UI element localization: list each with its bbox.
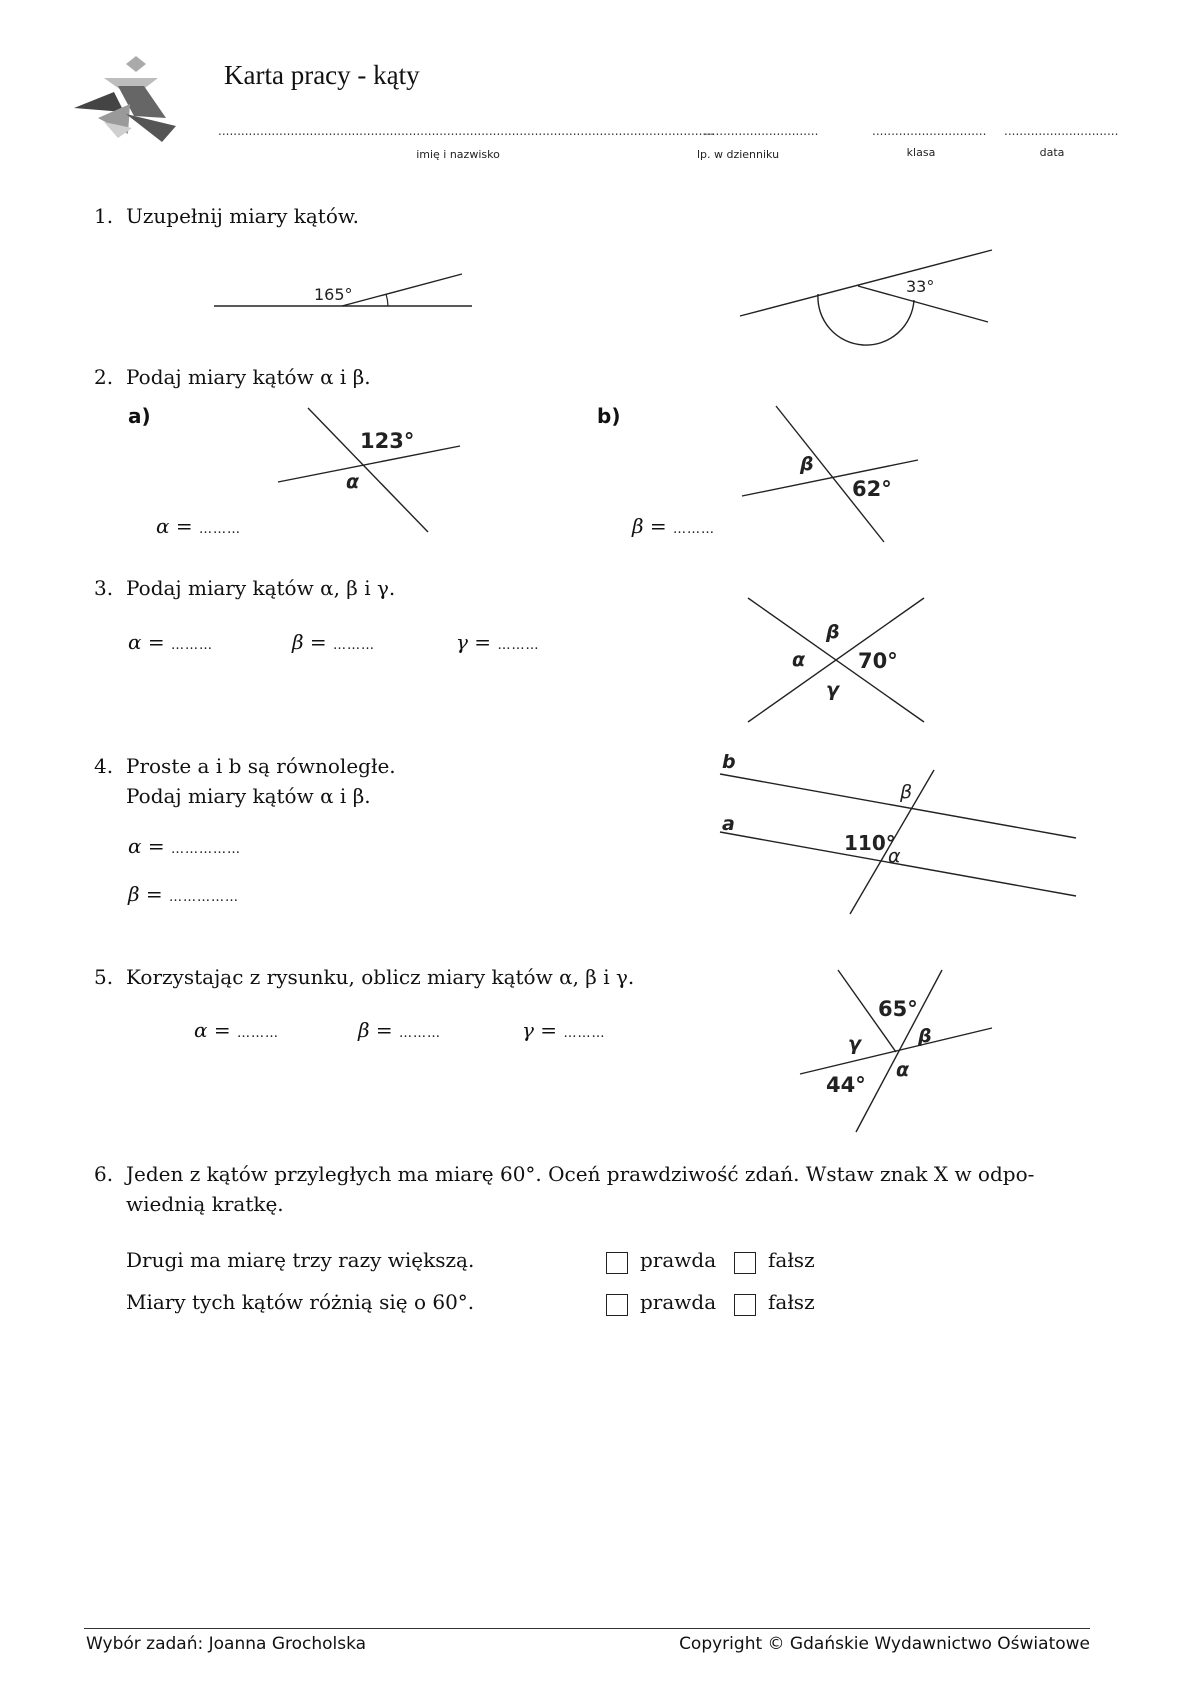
question-5-figure-gamma: γ <box>848 1033 861 1055</box>
question-1-figure-a <box>210 262 480 322</box>
question-2-figure-a <box>270 404 470 544</box>
statement-1-true-label: prawda <box>640 1248 717 1272</box>
question-5-figure-angle-bottom: 44° <box>826 1073 866 1097</box>
statement-2-false-checkbox[interactable] <box>734 1294 756 1316</box>
question-3-answer-gamma <box>456 630 539 654</box>
question-6-text-line2: wiednią kratkę. <box>126 1192 284 1216</box>
question-2-figure-a-alpha: α <box>346 471 360 493</box>
question-2-number: 2. <box>94 365 114 389</box>
question-5-figure-alpha: α <box>896 1059 910 1081</box>
publisher-logo <box>74 56 184 146</box>
footer-divider <box>84 1628 1090 1629</box>
question-5-answer-gamma-label: γ = <box>522 1018 558 1042</box>
footer-left-text: Wybór zadań: Joanna Grocholska <box>86 1634 367 1654</box>
question-3-number: 3. <box>94 576 114 600</box>
statement-1-text: Drugi ma miarę trzy razy większą. <box>126 1248 475 1272</box>
statement-2-true-checkbox[interactable] <box>606 1294 628 1316</box>
question-6-number: 6. <box>94 1162 114 1186</box>
question-2-answer-b <box>632 514 715 538</box>
question-5-figure-beta: β <box>918 1025 932 1047</box>
question-4-figure-line-b: b <box>722 751 736 773</box>
question-3-answer-beta-label: β = <box>292 630 327 654</box>
question-4-answer-alpha-label: α = <box>128 834 165 858</box>
question-4-figure-beta: β <box>900 781 913 803</box>
question-4-answer-beta-label: β = <box>128 882 163 906</box>
question-3-figure <box>740 594 930 726</box>
question-2-figure-b-angle: 62° <box>852 477 892 501</box>
name-field-line: .................................................................................................................................. <box>218 124 714 138</box>
question-1-number: 1. <box>94 204 114 228</box>
question-3-answer-gamma-blank[interactable]: ……… <box>497 638 540 653</box>
question-4-text-line2: Podaj miary kątów α i β. <box>126 784 371 808</box>
question-5-answer-beta <box>358 1018 441 1042</box>
question-3-figure-gamma: γ <box>826 679 839 701</box>
question-2-answer-b-blank[interactable]: ……… <box>673 522 716 537</box>
class-number-field-line: .............................. <box>704 124 819 138</box>
question-4-answer-alpha-blank[interactable]: …………… <box>170 842 241 857</box>
question-3-figure-angle: 70° <box>858 649 898 673</box>
class-field-caption: klasa <box>906 146 936 159</box>
class-field-line: .............................. <box>872 124 987 138</box>
question-4-text-line1: Proste a i b są równoległe. <box>126 754 396 778</box>
question-5-answer-alpha <box>194 1018 279 1042</box>
question-3-text: Podaj miary kątów α, β i γ. <box>126 576 396 600</box>
question-5-answer-beta-blank[interactable]: ……… <box>399 1026 442 1041</box>
question-3-answer-gamma-label: γ = <box>456 630 492 654</box>
question-1-figure-b-label: 33° <box>906 277 935 296</box>
question-2-part-b-label: b) <box>597 404 621 428</box>
question-4-answer-alpha <box>128 834 241 858</box>
statement-2-false-label: fałsz <box>768 1290 815 1314</box>
question-2-answer-b-label: β = <box>632 514 667 538</box>
question-2-figure-a-angle: 123° <box>360 429 415 453</box>
question-5-text: Korzystając z rysunku, oblicz miary kątów α, β i γ. <box>126 965 635 989</box>
question-4-figure-line-a: a <box>722 813 735 835</box>
question-3-answer-alpha-label: α = <box>128 630 165 654</box>
question-2-figure-b-beta: β <box>800 453 814 475</box>
question-5-answer-alpha-label: α = <box>194 1018 231 1042</box>
question-5-answer-alpha-blank[interactable]: ……… <box>236 1026 279 1041</box>
question-2-text: Podaj miary kątów α i β. <box>126 365 371 389</box>
question-3-answer-beta <box>292 630 375 654</box>
page-title: Karta pracy - kąty <box>224 60 420 90</box>
question-1-text: Uzupełnij miary kątów. <box>126 204 359 228</box>
question-2-part-a-label: a) <box>128 404 151 428</box>
statement-2-text: Miary tych kątów różnią się o 60°. <box>126 1290 475 1314</box>
question-4-figure-alpha: α <box>888 845 901 867</box>
question-2-answer-a <box>156 514 241 538</box>
question-3-answer-alpha <box>128 630 213 654</box>
question-4-answer-beta <box>128 882 239 906</box>
date-field-caption: data <box>1039 146 1065 159</box>
name-field-caption: imię i nazwisko <box>416 148 500 161</box>
question-5-answer-gamma <box>522 1018 605 1042</box>
question-3-answer-beta-blank[interactable]: ……… <box>333 638 376 653</box>
question-5-number: 5. <box>94 965 114 989</box>
question-6-text-line1: Jeden z kątów przyległych ma miarę 60°. Oceń prawdziwość zdań. Wstaw znak X w odpo- <box>126 1162 1035 1186</box>
footer-right-text: Copyright © Gdańskie Wydawnictwo Oświatowe <box>679 1634 1090 1654</box>
question-4-figure <box>716 750 1086 920</box>
question-1-figure-a-label: 165° <box>314 285 353 304</box>
statement-2-true-label: prawda <box>640 1290 717 1314</box>
question-4-answer-beta-blank[interactable]: …………… <box>169 890 240 905</box>
question-2-answer-a-blank[interactable]: ……… <box>198 522 241 537</box>
question-5-figure-angle-top: 65° <box>878 997 918 1021</box>
question-5-answer-beta-label: β = <box>358 1018 393 1042</box>
question-5-figure <box>796 966 996 1136</box>
date-field-line: .............................. <box>1004 124 1119 138</box>
statement-1-true-checkbox[interactable] <box>606 1252 628 1274</box>
statement-1-false-checkbox[interactable] <box>734 1252 756 1274</box>
question-1-figure-b <box>738 244 998 344</box>
question-2-answer-a-label: α = <box>156 514 193 538</box>
question-4-figure-angle: 110° <box>844 831 896 855</box>
class-number-field-caption: lp. w dzienniku <box>696 148 780 161</box>
question-3-figure-alpha: α <box>792 649 806 671</box>
question-5-answer-gamma-blank[interactable]: ……… <box>563 1026 606 1041</box>
question-4-number: 4. <box>94 754 114 778</box>
question-2-figure-b <box>738 404 928 544</box>
question-3-figure-beta: β <box>826 621 840 643</box>
statement-1-false-label: fałsz <box>768 1248 815 1272</box>
question-3-answer-alpha-blank[interactable]: ……… <box>170 638 213 653</box>
